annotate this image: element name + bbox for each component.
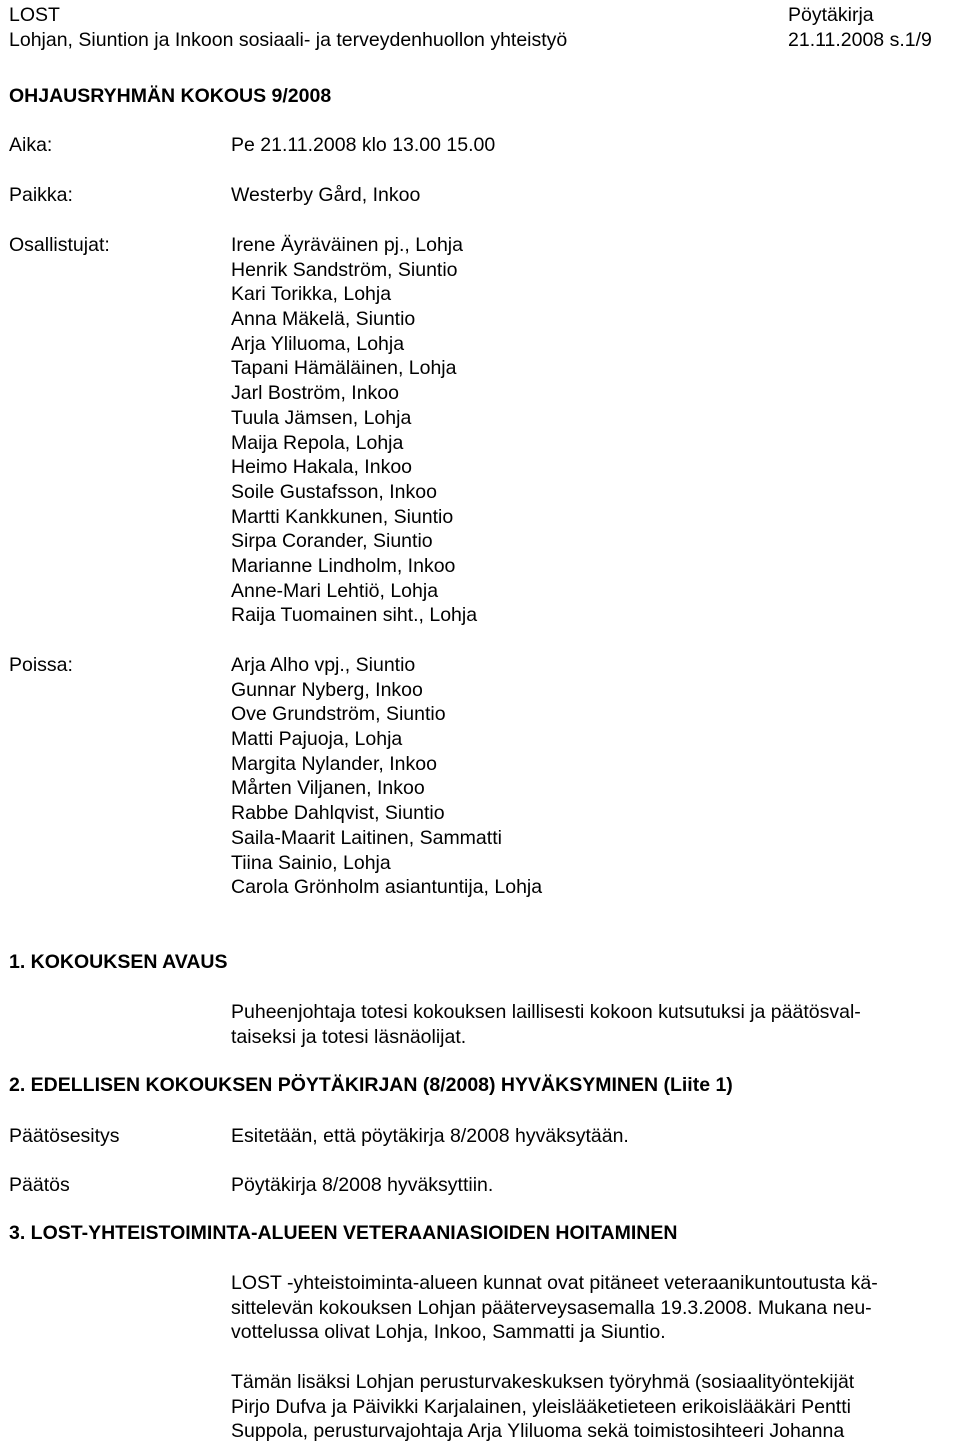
section-3-p2-line: Suppola, perusturvajohtaja Arja Yliluoma sekä toimistosihteeri Johanna: [231, 1420, 845, 1443]
section-3-p2-line: Tämän lisäksi Lohjan perusturvakeskuksen työryhmä (sosiaalityöntekijät: [231, 1371, 855, 1393]
place-label: Paikka:: [9, 184, 73, 206]
attendee-item: Raija Tuomainen siht., Lohja: [231, 604, 478, 627]
section-3-p1-line: LOST -yhteistoiminta-alueen kunnat ovat pitäneet veteraanikuntoutusta kä-: [231, 1272, 878, 1294]
absent-item: Mårten Viljanen, Inkoo: [231, 777, 425, 800]
header-date-page: 21.11.2008 s.1/9: [788, 29, 932, 51]
header-org: LOST: [9, 4, 60, 26]
section-3-p2-line: Pirjo Dufva ja Päivikki Karjalainen, yleislääketieteen erikoislääkäri Pentti: [231, 1395, 851, 1418]
header-org-full: Lohjan, Siuntion ja Inkoon sosiaali- ja terveydenhuollon yhteistyö: [9, 29, 568, 51]
decision-text: Pöytäkirja 8/2008 hyväksyttiin.: [231, 1174, 494, 1196]
header-doc-type: Pöytäkirja: [788, 4, 874, 26]
section-3-p1-line: sittelevän kokouksen Lohjan pääterveysasemalla 19.3.2008. Mukana neu-: [231, 1296, 872, 1319]
attendee-item: Anne-Mari Lehtiö, Lohja: [231, 579, 439, 602]
place-value: Westerby Gård, Inkoo: [231, 184, 421, 206]
absent-item: Saila-Maarit Laitinen, Sammatti: [231, 826, 502, 849]
section-3-p1-line: vottelussa olivat Lohja, Inkoo, Sammatti ja Siuntio.: [231, 1321, 666, 1344]
decision-label: Päätös: [9, 1174, 70, 1196]
attendee-item: Jarl Boström, Inkoo: [231, 382, 399, 405]
time-value: Pe 21.11.2008 klo 13.00 15.00: [231, 134, 496, 156]
page-header-row-2: [9, 28, 960, 54]
proposal-text: Esitetään, että pöytäkirja 8/2008 hyväksytään.: [231, 1125, 629, 1147]
section-1-line: Puheenjohtaja totesi kokouksen laillisesti kokoon kutsutuksi ja päätösval-: [231, 1001, 861, 1023]
attendee-item: Irene Äyräväinen pj., Lohja: [231, 234, 463, 256]
attendees-list: [231, 233, 477, 628]
attendee-item: Sirpa Corander, Siuntio: [231, 530, 433, 553]
section-3-paragraph-1: [231, 1271, 946, 1345]
absent-list: [231, 653, 542, 900]
proposal-label: Päätösesitys: [9, 1125, 120, 1147]
section-1-text: [231, 1000, 946, 1049]
attendee-item: Henrik Sandström, Siuntio: [231, 258, 458, 281]
section-3-title: 3. LOST-YHTEISTOIMINTA-ALUEEN VETERAANIASIOIDEN HOITAMINEN: [9, 1222, 678, 1244]
absent-item: Carola Grönholm asiantuntija, Lohja: [231, 876, 543, 899]
attendee-item: Tuula Jämsen, Lohja: [231, 406, 412, 429]
absent-item: Margita Nylander, Inkoo: [231, 752, 437, 775]
absent-item: Gunnar Nyberg, Inkoo: [231, 678, 423, 701]
attendee-item: Tapani Hämäläinen, Lohja: [231, 357, 457, 380]
attendee-item: Anna Mäkelä, Siuntio: [231, 308, 416, 331]
absent-item: Rabbe Dahlqvist, Siuntio: [231, 802, 445, 825]
absent-item: Tiina Sainio, Lohja: [231, 851, 391, 874]
absent-label: Poissa:: [9, 654, 73, 676]
section-1-line: taiseksi ja totesi läsnäolijat.: [231, 1025, 467, 1048]
attendee-item: Kari Torikka, Lohja: [231, 283, 392, 306]
absent-item: Arja Alho vpj., Siuntio: [231, 654, 416, 676]
time-label: Aika:: [9, 134, 53, 156]
attendees-label: Osallistujat:: [9, 234, 110, 256]
meeting-title: OHJAUSRYHMÄN KOKOUS 9/2008: [9, 85, 332, 107]
section-3-paragraph-2: [231, 1370, 946, 1444]
attendee-item: Martti Kankkunen, Siuntio: [231, 505, 454, 528]
attendee-item: Maija Repola, Lohja: [231, 431, 404, 454]
section-1-title: 1. KOKOUKSEN AVAUS: [9, 951, 228, 973]
section-2-title: 2. EDELLISEN KOKOUKSEN PÖYTÄKIRJAN (8/2008) HYVÄKSYMINEN (Liite 1): [9, 1074, 733, 1096]
attendee-item: Heimo Hakala, Inkoo: [231, 456, 413, 479]
absent-item: Matti Pajuoja, Lohja: [231, 728, 403, 751]
attendee-item: Marianne Lindholm, Inkoo: [231, 554, 456, 577]
attendee-item: Arja Yliluoma, Lohja: [231, 332, 405, 355]
page-header-row-1: [9, 3, 960, 29]
attendee-item: Soile Gustafsson, Inkoo: [231, 480, 437, 503]
absent-item: Ove Grundström, Siuntio: [231, 703, 446, 726]
